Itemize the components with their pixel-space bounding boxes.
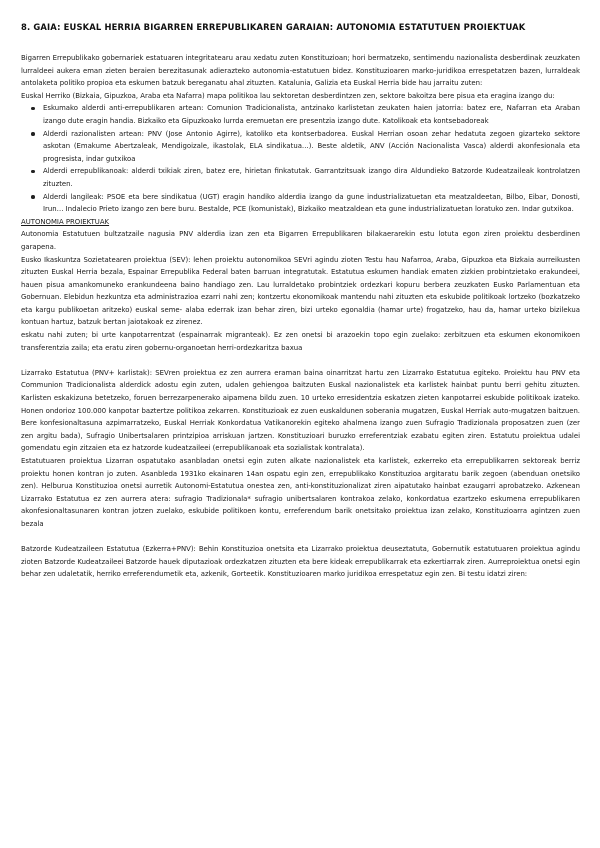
intro-paragraph: Euskal Herriko (Bizkaia, Gipuzkoa, Araba eta Nafarra) mapa politikoa lau sektoretan desberdintzen zen, sektore bakoitza bere pisua eta eragina izango du: xyxy=(21,91,555,100)
body-paragraph: Estatutuaren proiektua Lizarran ospatutako asanbladan onetsi egin zuten alkate nazionalistek eta karlistek, ezkerreko eta errepublikarren sektoreak berriz proiektu honen kontran jo zuten. Asanbleda 1931ko ekainaren 14an ospatu egin zen, errepublikako Konstituzioa argitaratu barik zegoen (abenduan onetsiko zen). Helburua Konstituzioa onetsi aurretik Autonomi-Estatutua onestea zen, anti-konstituzionalizat ziren aipatutako hainbat ezaugarri aprobatzeko. Azkenean Lizarrako Estatutua ez zen aurrera atera: sufragio Tradizionala* sufragio unibertsalaren kontrakoa zelako, konkordatua ezartzeko eskumena errepublikaren akonfesionaltasunaren kontran jotzen zuelako, eskubide politikoen kontu, erreferendum barik onetsitako proiektua izan zelako, Konstituzioarra agintzen zuen bezala xyxy=(21,457,580,528)
section-heading: AUTONOMIA PROIEKTUAK xyxy=(21,217,110,226)
section-body-a xyxy=(21,228,580,354)
body-paragraph: Autonomia Estatutuen bultzatzaile nagusia PNV alderdia izan zen eta Bigarren Errepublikaren bilakaerarekin estu lotuta egon ziren proiektu desberdinen garapena. xyxy=(21,230,580,251)
paragraph-spacer xyxy=(21,531,580,544)
body-paragraph: Lizarrako Estatutua (PNV+ karlistak): SEVren proiektua ez zen aurrera eraman baina oinarritzat hartu zen Lizarrako Estatutua egiteko. Proiektu hau PNV eta Communion Tradicionalista alderdick adostu egin zuten, udalen gehiengoa baitzuten Euskal nazionalistek eta karlistek hainbat puntu berri gehitu zituzten. Karlisten eskakizuna betetzeko, foruen berrezarpenerako aipamena bildu zuen. 10 urteko erresidentzia eskatzen zieten kanpotarrei eskubide politikoak izateko. Honen ondorioz 100.000 kanpotar baztertze politikoa zekarren. Konstituzioak ez zuen euskaldunen soberania mugatzen, Euskal Herriak auto-mugatzen baitzuen. Bere konfesionaltasuna azpimarratzeko, Euskal Herriak Konkordatua Vatikanorekin egiteko ahalmena izango zuen Sufragio Tradizionala proposatzen zuen (zer zen argitu bada), Sufragio Unibertsalaren printzipioa arriskuan jartzen. Konstituzioari buruzko erreferentziak ezabatu egiten ziren. Estatutu proiektua udalei gomendatu egin zitzaien eta ez hatzorde kudeatzaileei (errepublikanoak eta sozialistak kontralata). xyxy=(21,368,580,453)
section-body-c xyxy=(21,543,580,581)
list-item: Alderdi razionalisten artean: PNV (Jose Antonio Agirre), katoliko eta kontserbadorea. Euskal Herrian osoan zehar hedatuta zegoen gizarteko sektore askotan (Emakume Abertzaleak, Mendigoizale, ikastolak, ELA sindikatua…). Beste aldetik, ANV (Acción Nacionalista Vasca) alderdi akonfesionala eta progresista, indar gutxikoa xyxy=(29,128,580,166)
list-item: Eskumako alderdi anti-errepublikaren artean: Comunion Tradicionalista, antzinako karlistetan zeukaten haien jatorria: batez ere, Nafarran eta Araban izango dute eragin handia. Bizkaiko eta Gipuzkoako lurrda eremuetan ere presentzia izango dute. Katolikoak eta kontsebadoreak xyxy=(29,102,580,127)
list-item: Alderdi langileak: PSOE eta bere sindikatua (UGT) eragin handiko alderdia izango da gune industrializatuetan eta meatzaldeetan, Bilbo, Eibar, Donosti, Irun… Indalecio Prieto izango zen bere buru. Bestalde, PCE (komunistak), Bizkaiko meatzaldean eta gune industrializatuetan loratuko zen. Indar gutxikoa. xyxy=(29,191,580,216)
section-body-b xyxy=(21,367,580,531)
paragraph-spacer xyxy=(21,354,580,367)
body-paragraph: Eusko Ikaskuntza Sozietatearen proiektua (SEV): lehen proiektu autonomikoa SEVri agindu zioten Testu hau Nafarroa, Araba, Gipuzkoa eta Bizkaia aurreikusten zituzten Euskal Herria bezala, Espainar Errepublika Federal baten barruan integratutak. Estatutua eskumen handiak ematen zizkien probintzietako erakundeei, hauen pisua amankomuneko erankundeena baino handiago zen. Lau lurraldetako probintziek ordezkari kopuru berbera zeuzkaten Eusko Parlamentuan eta Gobernuan. Elebidun hezkuntza eta administrazioa ezarri nahi zen; kontzertu ekonomikoak mantendu nahi zituzten eta eskubide politikoak lortzeko (bozkatzeko eta kargu publikoetan aritzeko) euskal seme- alaba ederrak izan behar ziren, bizi urteko egonaldia (hamar urte) frogatzeko, hau da, hamar urteko bizilekua kontuan hartuz, batzuk bertan jaiotakoak ez zirenez. xyxy=(21,255,580,327)
party-bullet-list xyxy=(21,102,580,215)
intro-section xyxy=(21,52,580,102)
body-paragraph: Batzorde Kudeatzaileen Estatutua (Ezkerra+PNV): Behin Konstituzioa onetsita eta Lizarrako proiektua deuseztatuta, Gobernutik estatutuaren proiektua agindu zioten Batzorde Kudeatzaileei Batzorde hauek diputazioak ordezkatzen zituzten eta bere kideak errepublikarrak eta ezkertiarrak ziren. Aurreproiektua onetsi egin behar zen udaletatik, herriko erreferendumetik eta, azkenik, Gorteetik. Konstituzioaren marko juridikoa errespetatuz egin zen. Bi testu idatzi ziren: xyxy=(21,545,580,579)
page-title: 8. GAIA: EUSKAL HERRIA BIGARREN ERREPUBLIKAREN GARAIAN: AUTONOMIA ESTATUTUEN PROIEKTUAK xyxy=(21,22,526,32)
list-item: Alderdi errepublikanoak: alderdi txikiak ziren, batez ere, hirietan finkatutak. Garrantzitsuak izango dira Aldundieko Batzorde Kudeatzaileak kontrolatzen zituzten. xyxy=(29,165,580,190)
intro-paragraph: Bigarren Errepublikako gobernariek estatuaren integritatearu arau xedatu zuten Konstituzioan; hori bermatzeko, sentimendu nazionalista desberdinak zeuzkaten lurraldeei aukera eman zieten beraien berezitasunak adierazteko autonomia-estatutuen bidez. Konstituzioaren marko-juridikoa errespetatzen bazen, lurraldeak antolaketa politiko propioa eta eskumen batzuk bereganatu ahal zituzten. Katalunia, Galizia eta Euskal Herria bide hau jarraitu zuten: xyxy=(21,54,580,88)
body-paragraph: eskatu nahi zuten; bi urte kanpotarrentzat (espainarrak migranteak). Ez zen onetsi bi arazoekin topo egin zuelako: zerbitzuen eta eskumen ekonomikoen transferentzia zaila; eta eratu ziren gobernu-organoetan herri-ordezkaritza baxua xyxy=(21,331,580,352)
